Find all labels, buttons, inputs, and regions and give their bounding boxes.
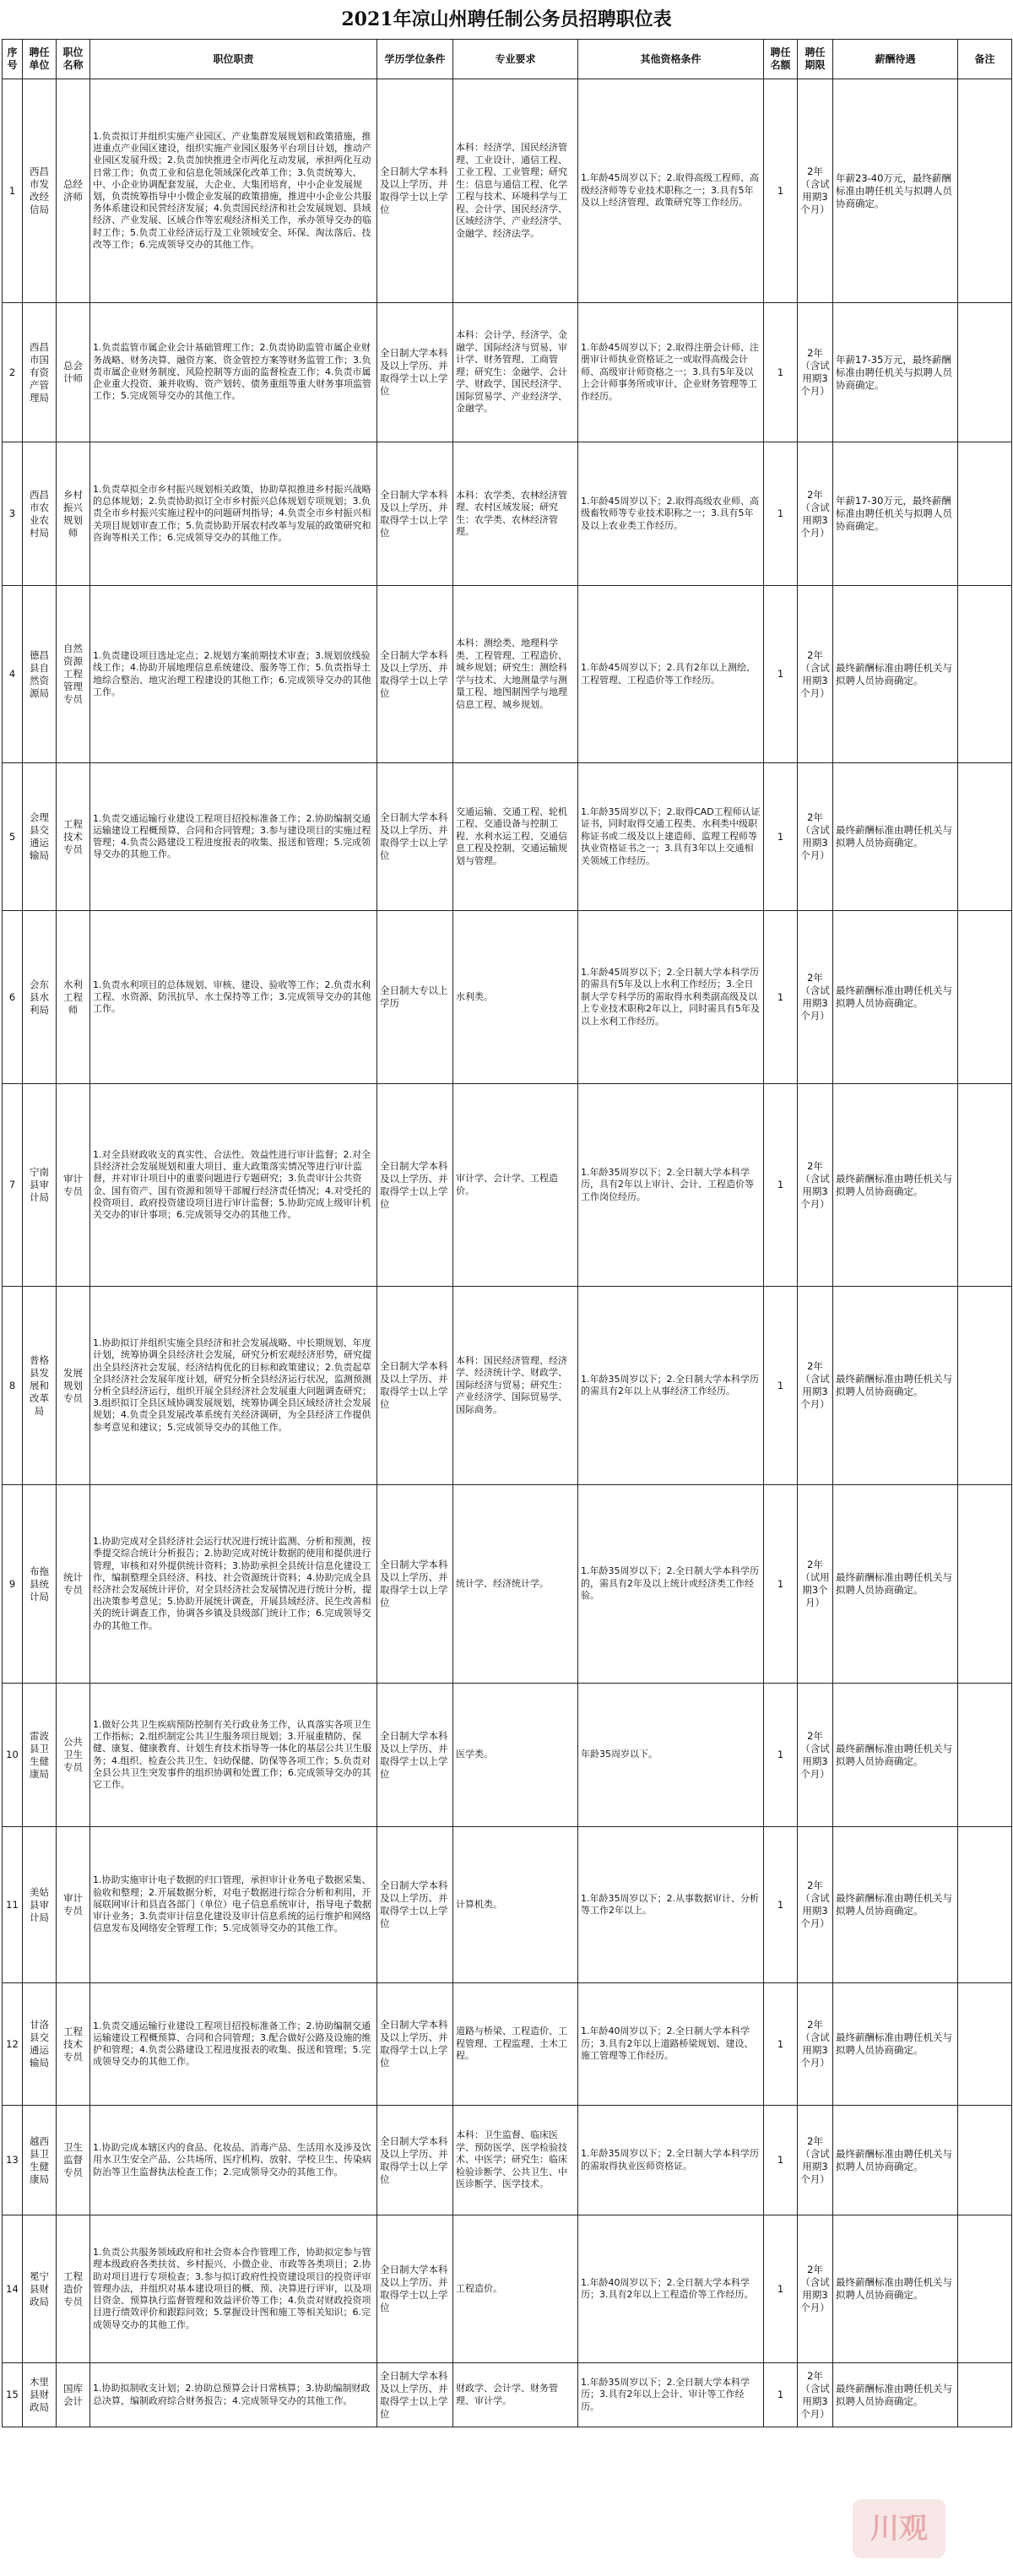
quota-value: 1 bbox=[764, 911, 798, 1084]
table-row bbox=[3, 2363, 1012, 2427]
quota-value: 1 bbox=[764, 2106, 798, 2215]
term-text: 2年（含试用期3个月） bbox=[798, 2215, 833, 2363]
position-table bbox=[2, 39, 1012, 2427]
major-text: 工程造价。 bbox=[453, 2215, 578, 2363]
term-text: 2年（含试用期3个月） bbox=[798, 586, 833, 763]
salary-text: 最终薪酬标准由聘任机关与拟聘人员协商确定。 bbox=[833, 2363, 958, 2427]
education-text: 全日制大学本科及以上学历、并取得学士以上学位 bbox=[377, 1684, 453, 1827]
row-no: 8 bbox=[3, 1287, 23, 1485]
other-text: 1.年龄45周岁以下；2.取得高级工程师、高级经济师等专业技术职称之一；3.具有5年及以上经济管理、政策研究等工作经历。 bbox=[578, 79, 764, 303]
salary-text: 最终薪酬标准由聘任机关与拟聘人员协商确定。 bbox=[833, 1684, 958, 1827]
unit-name: 美姑县审计局 bbox=[23, 1827, 57, 1983]
position-name: 水利工程师 bbox=[57, 911, 90, 1084]
row-no: 2 bbox=[3, 303, 23, 442]
quota-value: 1 bbox=[764, 1485, 798, 1684]
major-text: 本科：农学类、农林经济管理、农村区域发展；研究生：农学类、农林经济管理。 bbox=[453, 442, 578, 586]
term-text: 2年（含试用期3个月） bbox=[798, 1287, 833, 1485]
position-name: 审计专员 bbox=[57, 1084, 90, 1287]
salary-text: 最终薪酬标准由聘任机关与拟聘人员协商确定。 bbox=[833, 1827, 958, 1983]
term-text: 2年（含试用期3个月） bbox=[798, 2106, 833, 2215]
table-row bbox=[3, 1287, 1012, 1485]
quota-value: 1 bbox=[764, 2215, 798, 2363]
major-text: 医学类。 bbox=[453, 1684, 578, 1827]
unit-name: 西昌市农业农村局 bbox=[23, 442, 57, 586]
other-text: 1.年龄45周岁以下；2.取得注册会计师、注册审计师执业资格证之一或取得高级会计师、高级审计师资格之一；3.具有5年及以上会计师事务所或审计、企业财务管理等工作经历。 bbox=[578, 303, 764, 442]
education-text: 全日制大学本科及以上学历、并取得学士以上学位 bbox=[377, 1485, 453, 1684]
unit-name: 木里县财政局 bbox=[23, 2363, 57, 2427]
position-name: 工程技术专员 bbox=[57, 1983, 90, 2106]
term-text: 2年（含试用期3个月） bbox=[798, 442, 833, 586]
unit-name: 布拖县统计局 bbox=[23, 1485, 57, 1684]
education-text: 全日制大专以上学历 bbox=[377, 911, 453, 1084]
header-term: 聘任期限 bbox=[798, 40, 833, 79]
education-text: 全日制大学本科及以上学历、并取得学士以上学位 bbox=[377, 303, 453, 442]
other-text: 1.年龄35周岁以下；2.从事数据审计、分析等工作2年以上。 bbox=[578, 1827, 764, 1983]
education-text: 全日制大学本科及以上学历、并取得学士以上学位 bbox=[377, 1084, 453, 1287]
header-remark: 备注 bbox=[958, 40, 1012, 79]
duties-text: 1.负责监管市属企业会计基础管理工作；2.负责协助监管市属企业财务战略、财务决算、融资方案、资金管控方案等财务监管工作；3.负责市属企业财务制度、风险控制等方面的监督检查工作；4.负责市属企业重大投资、兼并收购、资产划转、债务重组等重大财务事项监管工作；5.完成领导交办的其他工作。 bbox=[90, 303, 377, 442]
term-text: 2年（含试用期3个月） bbox=[798, 79, 833, 303]
major-text: 本科：测绘类、地理科学类、工程管理、工程造价、城乡规划；研究生：测绘科学与技术、大地测量学与测量工程、地图制图学与地理信息工程、城乡规划。 bbox=[453, 586, 578, 763]
remark-text bbox=[958, 763, 1012, 911]
unit-name: 会理县交通运输局 bbox=[23, 763, 57, 911]
major-text: 计算机类。 bbox=[453, 1827, 578, 1983]
unit-name: 宁南县审计局 bbox=[23, 1084, 57, 1287]
duties-text: 1.负责建设项目选址定点；2.规划方案前期技术审查；3.规划放线验线工作；4.协助开展地理信息系统建设、服务等工作；5.负责指导土地综合整治、地灾治理工程建设的其他工作；6.完成领导交办的其他工作。 bbox=[90, 586, 377, 763]
salary-text: 最终薪酬标准由聘任机关与拟聘人员协商确定。 bbox=[833, 1983, 958, 2106]
remark-text bbox=[958, 586, 1012, 763]
table-row bbox=[3, 2215, 1012, 2363]
salary-text: 最终薪酬标准由聘任机关与拟聘人员协商确定。 bbox=[833, 2215, 958, 2363]
duties-text: 1.负责交通运输行业建设工程项目招投标准备工作；2.协助编制交通运输建设工程概预算、合同和合同管理；3.配合做好公路及设施的维护和管理；4.负责公路建设工程进度报表的收集、报送和管理；5.完成领导交办的其他工作。 bbox=[90, 1983, 377, 2106]
term-text: 2年（试用期3个月） bbox=[798, 1485, 833, 1684]
salary-text: 年薪17-30万元，最终薪酬标准由聘任机关与拟聘人员协商确定。 bbox=[833, 442, 958, 586]
other-text: 1.年龄45周岁以下；2.具有2年以上测绘、工程管理、工程造价等工作经历。 bbox=[578, 586, 764, 763]
remark-text bbox=[958, 2215, 1012, 2363]
table-row bbox=[3, 79, 1012, 303]
duties-text: 1.负责拟订并组织实施产业园区、产业集群发展规划和政策措施，推进重点产业园区建设，组织实施产业园区服务平台项目计划，推动产业园区发展升级；2.负责加快推进全市两化互动发展，承担两化互动日常工作；负责工业和信息化领域深化改革工作；3.负责统筹大、中、小企业协调配套发展，大企业、大集团培育，中小企业发展规划，负责统筹指导中小微企业发展的政策措施，推进中小企业公共服务体系建设和民营经济发展；4.负责国民经济和社会发展规划、县域经济、产业发展、区域合作等宏观经济相关工作，承办领导交办的临时工作；5.负责工业经济运行及工业领域安全、环保、淘汰落后、技改等工作；6.完成领导交办的其他工作。 bbox=[90, 79, 377, 303]
position-name: 审计专员 bbox=[57, 1827, 90, 1983]
row-no: 3 bbox=[3, 442, 23, 586]
term-text: 2年（含试用期3个月） bbox=[798, 911, 833, 1084]
row-no: 15 bbox=[3, 2363, 23, 2427]
term-text: 2年（含试用期3个月） bbox=[798, 1983, 833, 2106]
remark-text bbox=[958, 1983, 1012, 2106]
term-text: 2年（含试用期3个月） bbox=[798, 1684, 833, 1827]
salary-text: 年薪17-35万元，最终薪酬标准由聘任机关与拟聘人员协商确定。 bbox=[833, 303, 958, 442]
education-text: 全日制大学本科及以上学历、并取得学士以上学位 bbox=[377, 586, 453, 763]
major-text: 统计学、经济统计学。 bbox=[453, 1485, 578, 1684]
salary-text: 最终薪酬标准由聘任机关与拟聘人员协商确定。 bbox=[833, 586, 958, 763]
position-name: 总经济师 bbox=[57, 79, 90, 303]
term-text: 2年（含试用期3个月） bbox=[798, 1084, 833, 1287]
other-text: 1.年龄45周岁以下；2.全日制大学本科学历的需具有5年及以上水利工作经历；3.全日制大学专科学历的需取得水利类副高级及以上专业技术职称2年以上，同时需具有5年及以上水利工作经历。 bbox=[578, 911, 764, 1084]
remark-text bbox=[958, 1485, 1012, 1684]
table-row bbox=[3, 1485, 1012, 1684]
major-text: 本科：经济学、国民经济管理、工业设计、通信工程、工业工程、工业管理；研究生：信息与通信工程、化学工程与技术、环境科学与工程、会计学、国民经济学、区域经济学、产业经济学、金融学、经济法学。 bbox=[453, 79, 578, 303]
page-title: 2021年凉山州聘任制公务员招聘职位表 bbox=[341, 8, 672, 30]
position-name: 统计专员 bbox=[57, 1485, 90, 1684]
row-no: 5 bbox=[3, 763, 23, 911]
duties-text: 1.协助完成本辖区内的食品、化妆品、消毒产品、生活用水及涉及饮用水卫生安全产品、公共场所、医疗机构、放射、学校卫生、传染病防治等卫生监督执法检查工作；2.完成领导交办的其他工作。 bbox=[90, 2106, 377, 2215]
salary-text: 最终薪酬标准由聘任机关与拟聘人员协商确定。 bbox=[833, 1287, 958, 1485]
table-row bbox=[3, 1827, 1012, 1983]
table-row bbox=[3, 586, 1012, 763]
row-no: 11 bbox=[3, 1827, 23, 1983]
education-text: 全日制大学本科及以上学历、并取得学士以上学位 bbox=[377, 1287, 453, 1485]
remark-text bbox=[958, 303, 1012, 442]
header-other: 其他资格条件 bbox=[578, 40, 764, 79]
duties-text: 1.协助拟订并组织实施全县经济和社会发展战略、中长期规划、年度计划，统筹协调全县经济社会发展，研究分析宏观经济形势，研究提出全县经济社会发展、经济结构优化的目标和政策建议；2.负责起草全县经济社会发展年度计划，研究分析全县经济运行状况，监测预测分析全县经济运行，组织开展全县经济社会发展重大问题调查研究；3.组织拟订全县区域协调发展规划，统筹协调全县区域经济社会发展规划；4.负责全县发展改革系统有关经济调研，为全县经济工作提供参考意见和建议；5.完成领导交办的其他工作。 bbox=[90, 1287, 377, 1485]
header-duties: 职位职责 bbox=[90, 40, 377, 79]
term-text: 2年（含试用期3个月） bbox=[798, 1827, 833, 1983]
position-name: 工程技术专员 bbox=[57, 763, 90, 911]
term-text: 2年（含试用期3个月） bbox=[798, 763, 833, 911]
remark-text bbox=[958, 1827, 1012, 1983]
major-text: 审计学、会计学、工程造价。 bbox=[453, 1084, 578, 1287]
duties-text: 1.协助拟制收支计划；2.协助总预算会计日常核算；3.协助编制财政总决算，编制政府综合财务报告；4.完成领导交办的其他工作。 bbox=[90, 2363, 377, 2427]
table-row bbox=[3, 911, 1012, 1084]
remark-text bbox=[958, 442, 1012, 586]
unit-name: 越西县卫生健康局 bbox=[23, 2106, 57, 2215]
header-quota: 聘任名额 bbox=[764, 40, 798, 79]
other-text: 1.年龄40周岁以下；2.全日制大学本科学历；3.具有2年以上道路桥梁规划、建设、施工管理等工作经历。 bbox=[578, 1983, 764, 2106]
duties-text: 1.协助实施审计电子数据的归口管理，承担审计业务电子数据采集、验收和整理；2.开展数据分析，对电子数据进行综合分析和利用，开展联网审计和县直各部门（单位）电子信息系统审计，指导电子数据审计业务；3.负责审计信息化建设及审计信息系统的运行维护和网络信息发布及网络安全管理工作；5.完成领导交办的其他工作。 bbox=[90, 1827, 377, 1983]
unit-name: 冕宁县财政局 bbox=[23, 2215, 57, 2363]
other-text: 年龄35周岁以下。 bbox=[578, 1684, 764, 1827]
education-text: 全日制大学本科及以上学历、并取得学士以上学位 bbox=[377, 2106, 453, 2215]
quota-value: 1 bbox=[764, 442, 798, 586]
position-name: 公共卫生专员 bbox=[57, 1684, 90, 1827]
quota-value: 1 bbox=[764, 2363, 798, 2427]
position-name: 国库会计 bbox=[57, 2363, 90, 2427]
other-text: 1.年龄35周岁以下；2.全日制大学本科学历的，需具有2年及以上统计或经济类工作经验。 bbox=[578, 1485, 764, 1684]
remark-text bbox=[958, 1684, 1012, 1827]
education-text: 全日制大学本科及以上学历、并取得学士以上学位 bbox=[377, 79, 453, 303]
header-no: 序号 bbox=[3, 40, 23, 79]
remark-text bbox=[958, 79, 1012, 303]
table-row bbox=[3, 1084, 1012, 1287]
position-name: 总会计师 bbox=[57, 303, 90, 442]
major-text: 水利类。 bbox=[453, 911, 578, 1084]
education-text: 全日制大学本科及以上学历、并取得学士以上学位 bbox=[377, 1983, 453, 2106]
salary-text: 最终薪酬标准由聘任机关与拟聘人员协商确定。 bbox=[833, 1485, 958, 1684]
header-unit: 聘任单位 bbox=[23, 40, 57, 79]
salary-text: 最终薪酬标准由聘任机关与拟聘人员协商确定。 bbox=[833, 911, 958, 1084]
other-text: 1.年龄45周岁以下；2.取得高级农业师、高级畜牧师等专业技术职称之一；3.具有5年及以上农业类工作经历。 bbox=[578, 442, 764, 586]
salary-text: 年薪23-40万元，最终薪酬标准由聘任机关与拟聘人员协商确定。 bbox=[833, 79, 958, 303]
header-row bbox=[3, 40, 1012, 79]
quota-value: 1 bbox=[764, 303, 798, 442]
term-text: 2年（含试用期3个月） bbox=[798, 2363, 833, 2427]
table-row bbox=[3, 1983, 1012, 2106]
other-text: 1.年龄35周岁以下；2.全日制大学本科学历的需具有2年以上从事经济工作经历。 bbox=[578, 1287, 764, 1485]
row-no: 6 bbox=[3, 911, 23, 1084]
major-text: 交通运输、交通工程、轮机工程、交通设备与控制工程、水利水运工程、交通信息工程及控制、交通运输规划与管理。 bbox=[453, 763, 578, 911]
quota-value: 1 bbox=[764, 1084, 798, 1287]
major-text: 本科：卫生监督、临床医学、预防医学、医学检验技术、中医学；研究生：临床检验诊断学、公共卫生、中医诊断学、医学技术。 bbox=[453, 2106, 578, 2215]
duties-text: 1.负责公共服务领域政府和社会资本合作管理工作，协助拟定参与管理本级政府各类扶贫、乡村振兴、小微企业、市政等各类项目；2.协助对项目进行专项检查；3.参与拟订政府性投资建设项目的投资评审管理办法，并组织对基本建设项目的概、预、决算进行评审，以及项目资金、预算执行监督管理和效益评价等工作；4.负责对财政投资项目进行绩效评价和跟踪问效；5.掌握设计图和施工等相关知识；6.完成领导交办的其他工作。 bbox=[90, 2215, 377, 2363]
watermark-logo: 川观 bbox=[853, 2499, 945, 2558]
header-salary: 薪酬待遇 bbox=[833, 40, 958, 79]
quota-value: 1 bbox=[764, 586, 798, 763]
quota-value: 1 bbox=[764, 1684, 798, 1827]
other-text: 1.年龄40周岁以下；2.全日制大学本科学历；3.具有2年以上工程造价等工作经历。 bbox=[578, 2215, 764, 2363]
major-text: 本科：会计学、经济学、金融学、国际经济与贸易、审计学、财务管理、工商管理；研究生：金融学、会计学、财政学、国民经济学、国际贸易学、产业经济学、金融学。 bbox=[453, 303, 578, 442]
header-position: 职位名称 bbox=[57, 40, 90, 79]
row-no: 12 bbox=[3, 1983, 23, 2106]
other-text: 1.年龄35周岁以下；2.取得CAD工程师认证证书，同时取得交通工程类、水利类中级职称证书或二级及以上建造师、监理工程师等执业资格证书之一；3.具有3年以上交通相关领域工作经历。 bbox=[578, 763, 764, 911]
unit-name: 西昌市国有资产管理局 bbox=[23, 303, 57, 442]
header-major: 专业要求 bbox=[453, 40, 578, 79]
duties-text: 1.做好公共卫生疾病预防控制有关行政业务工作，认真落实各项卫生工作指标；2.组织制定公共卫生服务项目规划；3.开展重精防、保健、康复、健康教育、计划生育技术指导等一体化的基层公共卫生服务；4.组织、检查公共卫生、妇幼保健、防保等各项工作；5.负责对全县公共卫生突发事件的组织协调和处置工作；6.完成领导交办的其它工作。 bbox=[90, 1684, 377, 1827]
row-no: 1 bbox=[3, 79, 23, 303]
unit-name: 普格县发展和改革局 bbox=[23, 1287, 57, 1485]
salary-text: 最终薪酬标准由聘任机关与拟聘人员协商确定。 bbox=[833, 1084, 958, 1287]
other-text: 1.年龄35周岁以下；2.全日制大学本科学历；3.具有2年以上会计、审计等工作经历。 bbox=[578, 2363, 764, 2427]
remark-text bbox=[958, 911, 1012, 1084]
education-text: 全日制大学本科及以上学历、并取得学士以上学位 bbox=[377, 442, 453, 586]
quota-value: 1 bbox=[764, 79, 798, 303]
term-text: 2年（含试用期3个月） bbox=[798, 303, 833, 442]
salary-text: 最终薪酬标准由聘任机关与拟聘人员协商确定。 bbox=[833, 763, 958, 911]
row-no: 4 bbox=[3, 586, 23, 763]
duties-text: 1.负责交通运输行业建设工程项目招投标准备工作；2.协助编制交通运输建设工程概预算、合同和合同管理；3.参与建设项目的实施过程管理；4.负责公路建设工程进度报表的收集、报送和管理；5.完成领导交办的其他工作。 bbox=[90, 763, 377, 911]
position-name: 工程造价专员 bbox=[57, 2215, 90, 2363]
quota-value: 1 bbox=[764, 1983, 798, 2106]
position-name: 发展规划专员 bbox=[57, 1287, 90, 1485]
row-no: 7 bbox=[3, 1084, 23, 1287]
row-no: 13 bbox=[3, 2106, 23, 2215]
row-no: 14 bbox=[3, 2215, 23, 2363]
education-text: 全日制大学本科及以上学历、并取得学士以上学位 bbox=[377, 2363, 453, 2427]
major-text: 本科：国民经济管理、经济学、经济统计学、财政学、国际经济与贸易；研究生：产业经济学、国际贸易学、国际商务。 bbox=[453, 1287, 578, 1485]
unit-name: 甘洛县交通运输局 bbox=[23, 1983, 57, 2106]
table-row bbox=[3, 442, 1012, 586]
table-row bbox=[3, 2106, 1012, 2215]
remark-text bbox=[958, 2363, 1012, 2427]
other-text: 1.年龄35周岁以下；2.全日制大学本科学历，具有2年以上审计、会计、工程造价等工作岗位经历。 bbox=[578, 1084, 764, 1287]
duties-text: 1.协助完成对全县经济社会运行状况进行统计监测、分析和预测，按季提交综合统计分析报告；2.协助完成对统计数据的使用和提供进行管理，审核和对外提供统计资料；3.协助承担全县统计信息化建设工作，编制整理全县经济、科技、社会资源统计资料；4.协助完成全县经济社会发展统计评价，对全县经济社会发展情况进行统计分析，提出决策参考意见；5.协助开展统计调查，开展县域经济、民生改善相关的统计调查工作，协调各乡镇及县级部门统计工作；6.完成领导交办的其他工作。 bbox=[90, 1485, 377, 1684]
position-name: 卫生监督专员 bbox=[57, 2106, 90, 2215]
header-education: 学历学位条件 bbox=[377, 40, 453, 79]
major-text: 道路与桥梁、工程造价、工程管理、工程监理、土木工程。 bbox=[453, 1983, 578, 2106]
education-text: 全日制大学本科及以上学历、并取得学士以上学位 bbox=[377, 1827, 453, 1983]
quota-value: 1 bbox=[764, 763, 798, 911]
table-row bbox=[3, 763, 1012, 911]
duties-text: 1.负责草拟全市乡村振兴规划相关政策，协助草拟推进乡村振兴战略的总体规划；2.负责协助拟订全市乡村振兴总体规划专项规划；3.负责全市乡村振兴实施过程中的问题研判指导；4.负责全市乡村振兴相关项目规划审查工作；5.负责协助开展农村改革与发展的政策研究和咨询等相关工作；6.完成领导交办的其他工作。 bbox=[90, 442, 377, 586]
major-text: 财政学、会计学、财务管理、审计学。 bbox=[453, 2363, 578, 2427]
row-no: 9 bbox=[3, 1485, 23, 1684]
duties-text: 1.对全县财政收支的真实性、合法性、效益性进行审计监督；2.对全县经济社会发展规划和重大项目、重大政策落实情况等进行审计监督，并对审计项目中的重要问题进行专题研究；3.负责审计公共资金、国有资产、国有资源和领导干部履行经济责任情况；4.对受托的投资项目、政府投资建设项目进行审计监督；5.协助完成上级审计机关交办的审计事项；6.完成领导交办的其他工作。 bbox=[90, 1084, 377, 1287]
education-text: 全日制大学本科及以上学历、并取得学士以上学位 bbox=[377, 763, 453, 911]
remark-text bbox=[958, 2106, 1012, 2215]
remark-text bbox=[958, 1084, 1012, 1287]
table-row bbox=[3, 1684, 1012, 1827]
table-row bbox=[3, 303, 1012, 442]
position-name: 乡村振兴规划师 bbox=[57, 442, 90, 586]
unit-name: 德昌县自然资源局 bbox=[23, 586, 57, 763]
quota-value: 1 bbox=[764, 1827, 798, 1983]
education-text: 全日制大学本科及以上学历、并取得学士以上学位 bbox=[377, 2215, 453, 2363]
unit-name: 西昌市发改经信局 bbox=[23, 79, 57, 303]
unit-name: 会东县水利局 bbox=[23, 911, 57, 1084]
other-text: 1.年龄35周岁以下；2.全日制大学本科学历的需取得执业医师资格证。 bbox=[578, 2106, 764, 2215]
row-no: 10 bbox=[3, 1684, 23, 1827]
duties-text: 1.负责水利项目的总体规划、审核、建设、验收等工作；2.负责水利工程、水资源、防汛抗旱、水土保持等工作；3.完成领导交办的其他工作。 bbox=[90, 911, 377, 1084]
remark-text bbox=[958, 1287, 1012, 1485]
salary-text: 最终薪酬标准由聘任机关与拟聘人员协商确定。 bbox=[833, 2106, 958, 2215]
unit-name: 雷波县卫生健康局 bbox=[23, 1684, 57, 1827]
position-name: 自然资源工程管理专员 bbox=[57, 586, 90, 763]
quota-value: 1 bbox=[764, 1287, 798, 1485]
